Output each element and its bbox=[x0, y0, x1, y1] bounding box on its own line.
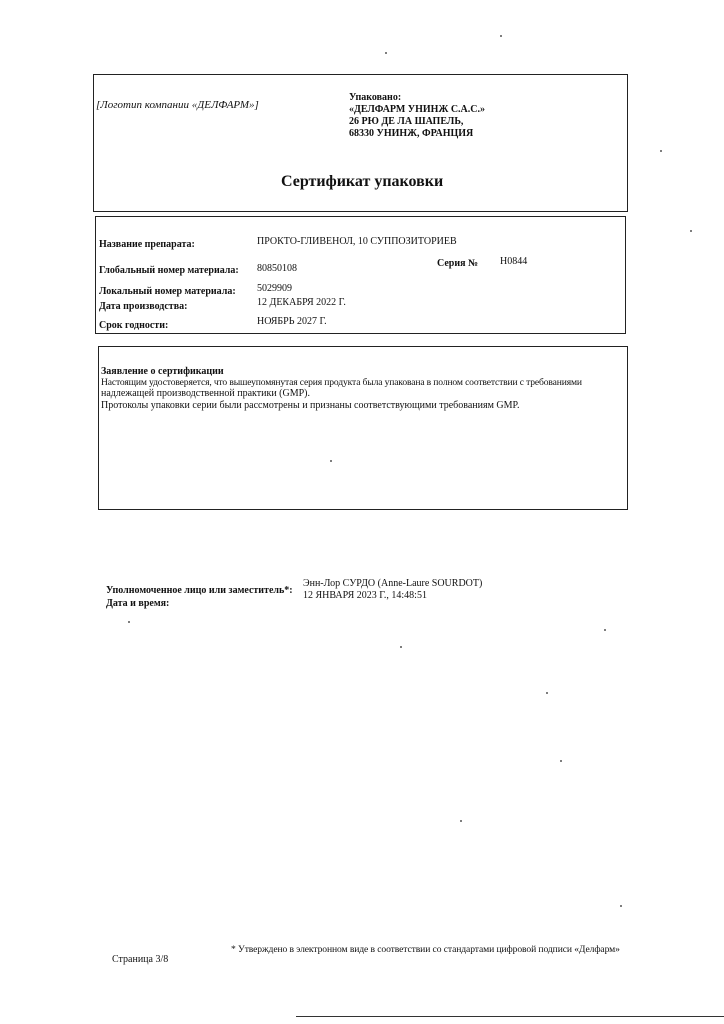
scan-speck bbox=[546, 692, 548, 694]
packed-by-label: Упаковано: bbox=[349, 92, 402, 103]
scan-speck bbox=[604, 629, 606, 631]
scan-speck bbox=[330, 460, 332, 462]
packer-name: «ДЕЛФАРМ УНИНЖ С.А.С.» bbox=[349, 104, 486, 115]
local-material-value: 5029909 bbox=[257, 283, 292, 294]
scan-speck bbox=[560, 760, 562, 762]
page-title: Сертификат упаковки bbox=[281, 173, 444, 190]
scan-speck bbox=[620, 905, 622, 907]
statement-line-3: Протоколы упаковки серии были рассмотрены и признаны соответствующими требованиям GMP. bbox=[101, 400, 520, 411]
series-value: H0844 bbox=[500, 256, 528, 267]
statement-line-2: надлежащей производственной практики (GMP). bbox=[101, 388, 310, 399]
expiry-date-label: Срок годности: bbox=[99, 320, 169, 331]
statement-heading: Заявление о сертификации bbox=[101, 366, 224, 377]
product-name-label: Название препарата: bbox=[99, 239, 195, 250]
series-label: Серия № bbox=[437, 258, 479, 269]
authorized-person-label: Уполномоченное лицо или заместитель*: bbox=[106, 585, 293, 596]
product-name-value: ПРОКТО-ГЛИВЕНОЛ, 10 СУППОЗИТОРИЕВ bbox=[257, 236, 457, 247]
packer-street: 26 РЮ ДЕ ЛА ШАПЕЛЬ, bbox=[349, 116, 464, 127]
scan-speck bbox=[400, 646, 402, 648]
scan-speck bbox=[660, 150, 662, 152]
global-material-label: Глобальный номер материала: bbox=[99, 265, 239, 276]
authorized-person-value: Энн-Лор СУРДО (Anne-Laure SOURDOT) bbox=[303, 578, 483, 589]
local-material-label: Локальный номер материала: bbox=[99, 286, 236, 297]
datetime-value: 12 ЯНВАРЯ 2023 Г., 14:48:51 bbox=[303, 590, 427, 601]
page-number: Страница 3/8 bbox=[112, 954, 169, 965]
global-material-value: 80850108 bbox=[257, 263, 297, 274]
production-date-value: 12 ДЕКАБРЯ 2022 Г. bbox=[257, 297, 346, 308]
footnote: * Утверждено в электронном виде в соответствии со стандартами цифровой подписи «Делфарм» bbox=[231, 944, 620, 955]
datetime-label: Дата и время: bbox=[106, 598, 170, 609]
production-date-label: Дата производства: bbox=[99, 301, 188, 312]
scan-speck bbox=[690, 230, 692, 232]
scan-speck bbox=[500, 35, 502, 37]
scan-speck bbox=[385, 52, 387, 54]
packer-city: 68330 УНИНЖ, ФРАНЦИЯ bbox=[349, 128, 474, 139]
statement-line-1: Настоящим удостоверяется, что вышеупомянутая серия продукта была упакована в полном соответствии с требованиями bbox=[101, 377, 582, 388]
bottom-rule bbox=[296, 1016, 724, 1017]
scan-speck bbox=[460, 820, 462, 822]
scan-speck bbox=[128, 621, 130, 623]
expiry-date-value: НОЯБРЬ 2027 Г. bbox=[257, 316, 327, 327]
company-logo-placeholder: [Логотип компании «ДЕЛФАРМ»] bbox=[96, 99, 259, 111]
